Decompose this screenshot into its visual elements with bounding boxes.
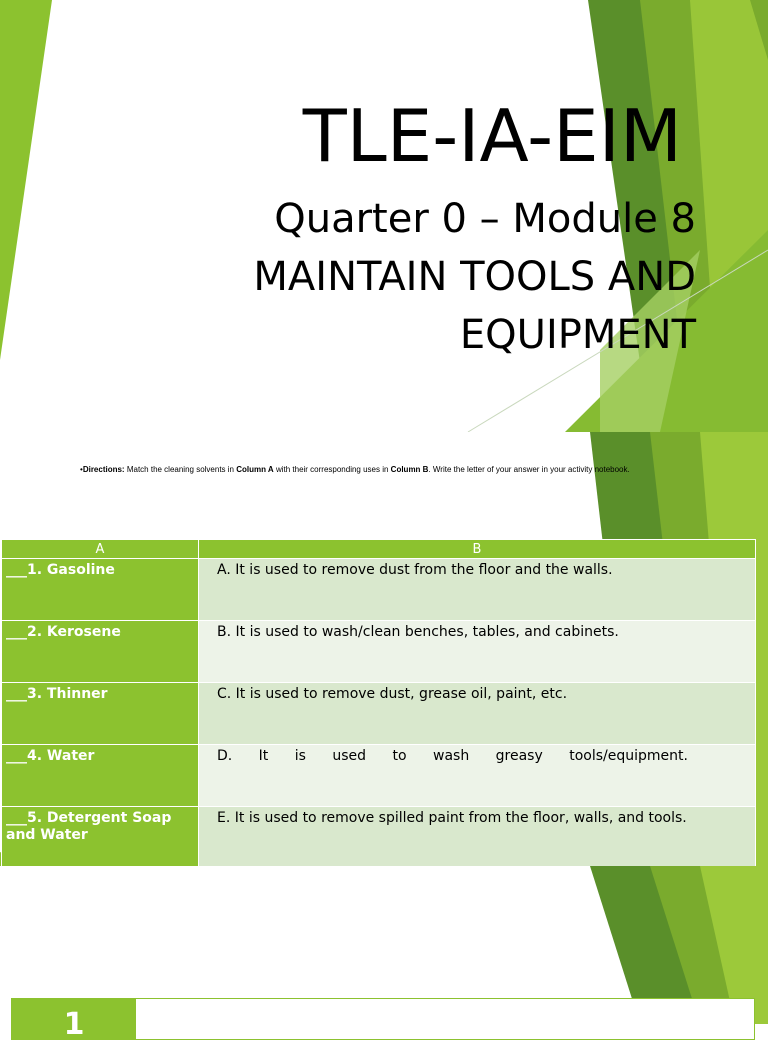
directions-label: Directions: bbox=[82, 465, 125, 474]
subtitle-line-1: Quarter 0 – Module 8 bbox=[274, 196, 696, 242]
column-a-cell: ___3. Thinner bbox=[2, 683, 199, 745]
table-row bbox=[2, 559, 756, 621]
column-b-cell: A. It is used to remove dust from the floor and the walls. bbox=[199, 559, 756, 621]
column-a-header: A bbox=[2, 540, 199, 559]
subtitle-line-2: MAINTAIN TOOLS AND bbox=[253, 254, 696, 300]
column-a-ref: Column A bbox=[236, 465, 274, 474]
subtitle bbox=[176, 190, 696, 364]
column-a-cell: ___2. Kerosene bbox=[2, 621, 199, 683]
column-b-header: B bbox=[199, 540, 756, 559]
item-number: 1 bbox=[12, 999, 136, 1039]
page-title: TLE-IA-EIM bbox=[302, 94, 682, 178]
table-box bbox=[11, 998, 755, 1040]
next-slide bbox=[0, 866, 768, 1042]
column-b-cell: D. It is used to wash greasy tools/equipment. bbox=[199, 745, 756, 807]
directions-part-2: with their corresponding uses in bbox=[273, 465, 391, 474]
column-a-cell: ___4. Water bbox=[2, 745, 199, 807]
bullet: • bbox=[80, 465, 83, 474]
table-row bbox=[2, 683, 756, 745]
title-slide bbox=[0, 0, 768, 432]
column-b-cell: B. It is used to wash/clean benches, tables, and cabinets. bbox=[199, 621, 756, 683]
activity-slide bbox=[0, 432, 768, 866]
column-b-cell: E. It is used to remove spilled paint from the floor, walls, and tools. bbox=[199, 807, 756, 869]
directions-part-1: Match the cleaning solvents in bbox=[124, 465, 237, 474]
directions-text bbox=[80, 465, 720, 474]
matching-table bbox=[1, 539, 756, 869]
column-b-ref: Column B bbox=[390, 465, 429, 474]
column-a-cell: ___1. Gasoline bbox=[2, 559, 199, 621]
column-b-cell: C. It is used to remove dust, grease oil, paint, etc. bbox=[199, 683, 756, 745]
subtitle-line-3: EQUIPMENT bbox=[459, 312, 696, 358]
table-row bbox=[2, 807, 756, 869]
directions-part-3: . Write the letter of your answer in your activity notebook. bbox=[428, 465, 630, 474]
table-row bbox=[2, 621, 756, 683]
table-header-row bbox=[2, 540, 756, 559]
column-a-cell: ___5. Detergent Soap and Water bbox=[2, 807, 199, 869]
table-row bbox=[2, 745, 756, 807]
